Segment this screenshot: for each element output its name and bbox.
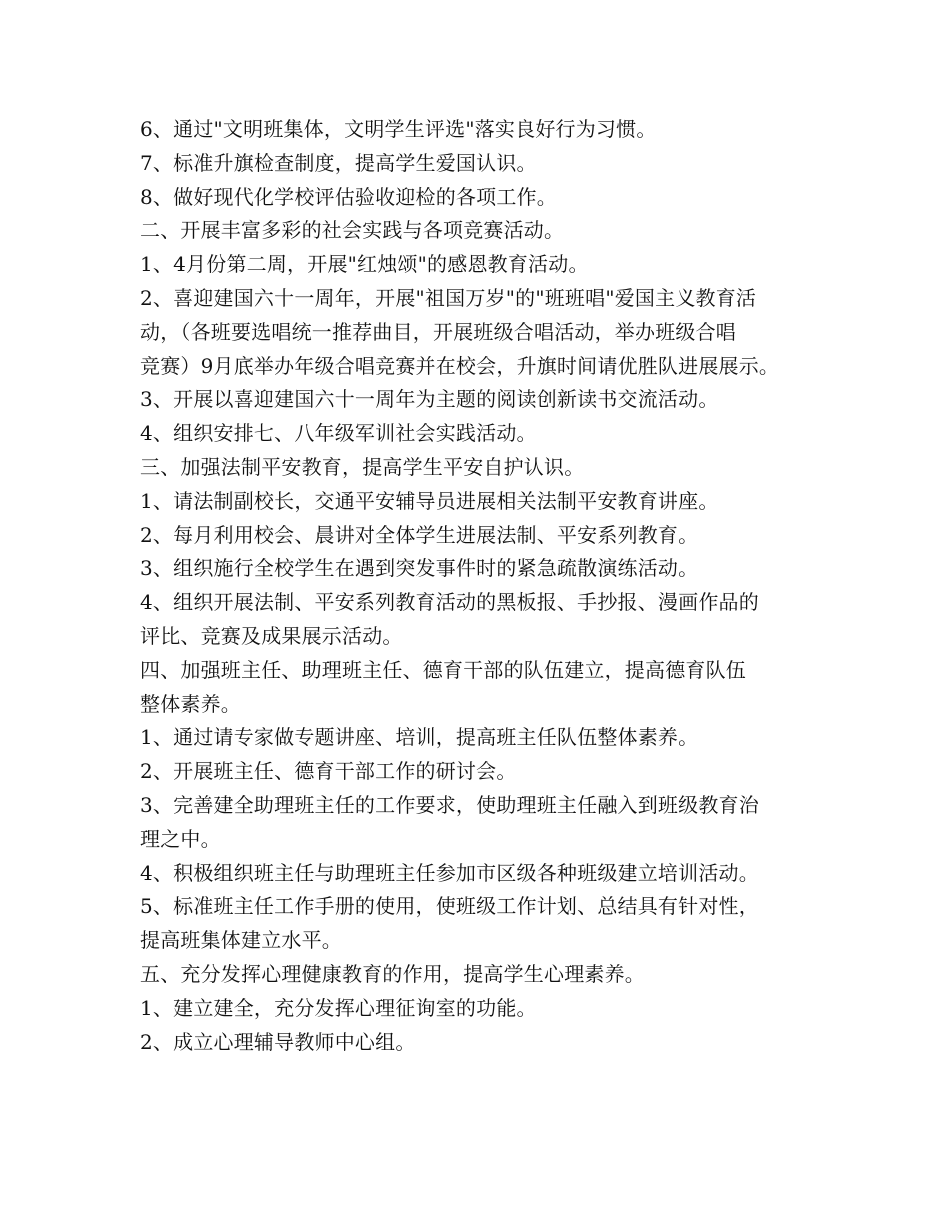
text-line: 3、组织施行全校学生在遇到突发事件时的紧急疏散演练活动。	[140, 556, 699, 581]
text-line: 4、组织开展法制、平安系列教育活动的黑板报、手抄报、漫画作品的	[140, 590, 759, 615]
text-line: 8、做好现代化学校评估验收迎检的各项工作。	[140, 184, 557, 209]
text-line: 6、通过"文明班集体，文明学生评选"落实良好行为习惯。	[140, 117, 657, 141]
text-line: 1、建立建全，充分发挥心理征询室的功能。	[140, 995, 537, 1020]
section-heading: 三、加强法制平安教育，提高学生平安自护认识。	[140, 454, 585, 479]
text-line: 2、每月利用校会、晨讲对全体学生进展法制、平安系列教育。	[140, 522, 699, 547]
text-line: 动，（各班要选唱统一推荐曲目，开展班级合唱活动，举办班级合唱	[140, 319, 736, 344]
text-line: 1、4月份第二周，开展"红烛颂"的感恩教育活动。	[140, 252, 589, 277]
text-line: 3、开展以喜迎建国六十一周年为主题的阅读创新读书交流活动。	[140, 387, 719, 412]
text-line: 2、喜迎建国六十一周年，开展"祖国万岁"的"班班唱"爱国主义教育活	[140, 285, 757, 310]
section-heading: 四、加强班主任、助理班主任、德育干部的队伍建立，提高德育队伍	[140, 657, 746, 682]
text-line: 2、成立心理辅导教师中心组。	[140, 1029, 416, 1054]
text-line: 4、积极组织班主任与助理班主任参加市区级各种班级建立培训活动。	[140, 860, 759, 885]
text-line: 4、组织安排七、八年级军训社会实践活动。	[140, 421, 537, 446]
section-heading: 五、充分发挥心理健康教育的作用，提高学生心理素养。	[140, 961, 645, 986]
text-line: 7、标准升旗检查制度，提高学生爱国认识。	[140, 150, 537, 175]
text-line: 理之中。	[140, 826, 221, 851]
text-line: 1、通过请专家做专题讲座、培训，提高班主任队伍整体素养。	[140, 725, 699, 750]
text-line: 竞赛）9月底举办年级合唱竞赛并在校会，升旗时间请优胜队进展展示。	[140, 353, 780, 378]
document-body	[140, 113, 820, 1059]
section-heading-continued: 整体素养。	[140, 691, 241, 716]
text-line: 3、完善建全助理班主任的工作要求，使助理班主任融入到班级教育治	[140, 792, 759, 817]
text-line: 评比、竞赛及成果展示活动。	[140, 623, 403, 648]
section-heading: 二、开展丰富多彩的社会实践与各项竞赛活动。	[140, 218, 565, 243]
text-line: 1、请法制副校长，交通平安辅导员进展相关法制平安教育讲座。	[140, 488, 719, 513]
text-line: 提高班集体建立水平。	[140, 928, 342, 953]
text-line: 2、开展班主任、德育干部工作的研讨会。	[140, 759, 517, 784]
text-line: 5、标准班主任工作手册的使用，使班级工作计划、总结具有针对性，	[140, 894, 759, 919]
